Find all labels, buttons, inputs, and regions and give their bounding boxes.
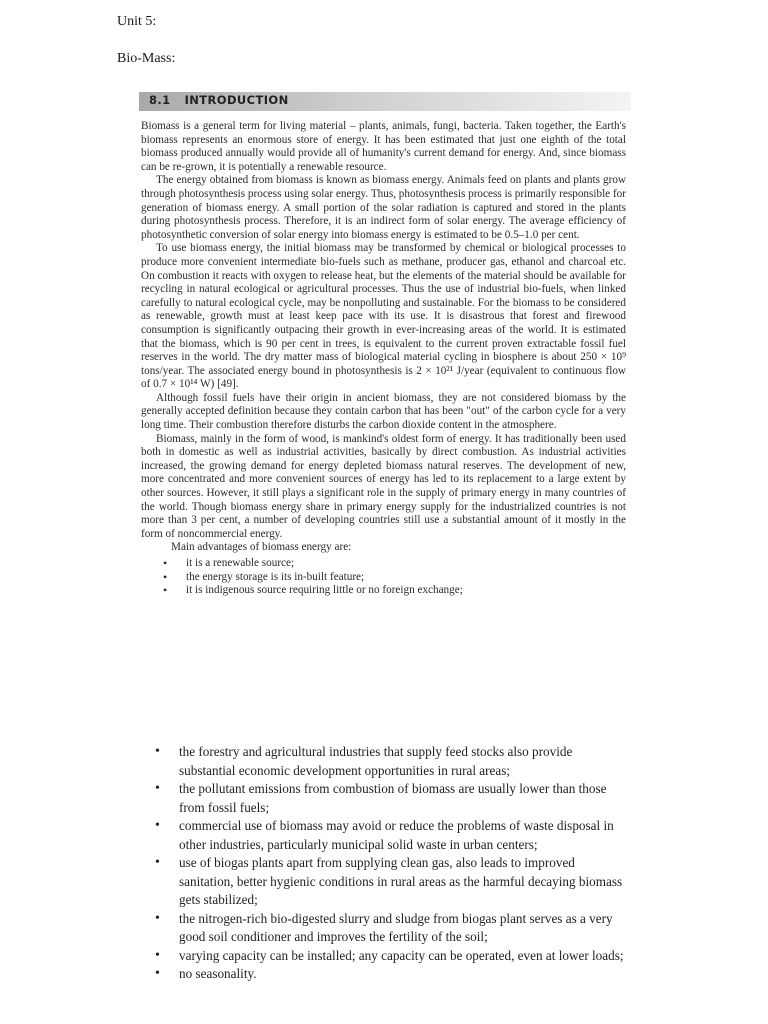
section-header-bar [139, 92, 631, 111]
list-item: • it is a renewable source; [163, 557, 626, 571]
subject-heading: Bio-Mass: [117, 51, 176, 66]
paragraph: To use biomass energy, the initial biomass may be transformed by chemical or biological processes to produce more convenient intermediate bio-fuels such as methane, producer gas, ethanol and charcoal etc. On combustion it reacts with oxygen to release heat, but the elements of the material should be available for recycling in natural ecological or agricultural processes. Thus the use of industrial bio-fuels, when linked carefully to natural ecological cycle, may be nonpolluting and sustainable. For the biomass to be considered as renewable, growth must at least keep pace with its use. It is disastrous that forest and firewood consumption is significantly outpacing their growth in ever-increasing areas of the world. It is estimated that the biomass, which is 90 per cent in trees, is equivalent to the current proven extractable fossil fuel reserves in the world. The dry matter mass of biological material cycling in biosphere is about 250 × 10⁹ tons/year. The associated energy bound in photosynthesis is 2 × 10²¹ J/year (equivalent to continuous flow of 0.7 × 10¹⁴ W) [49]. [141, 242, 626, 391]
list-item: • the energy storage is its in-built feature; [163, 571, 626, 585]
list-item: • no seasonality. [155, 965, 627, 984]
paragraph: Biomass is a general term for living material – plants, animals, fungi, bacteria. Taken together, the Earth's biomass represents an enormous store of energy. It has been estimated that just one eighth of the total biomass produced annually would provide all of humanity's current demand for energy. And, since biomass can be re-grown, it is potentially a renewable resource. [141, 120, 626, 173]
list-item: • the forestry and agricultural industries that supply feed stocks also provide substantial economic development opportunities in rural areas; [155, 743, 627, 780]
advantages-list-small [141, 557, 626, 598]
section-title [149, 93, 303, 107]
list-item: • use of biogas plants apart from supplying clean gas, also leads to improved sanitation, better hygienic conditions in rural areas as the harmful decaying biomass gets stabilized; [155, 854, 627, 910]
list-item: • the pollutant emissions from combustion of biomass are usually lower than those from fossil fuels; [155, 780, 627, 817]
section-title-text: INTRODUCTION [184, 93, 289, 107]
document-body [141, 120, 626, 598]
list-item: • varying capacity can be installed; any capacity can be operated, even at lower loads; [155, 947, 627, 966]
advantages-list-large [155, 743, 627, 984]
list-item: • the nitrogen-rich bio-digested slurry and sludge from biogas plant serves as a very good soil conditioner and improves the fertility of the soil; [155, 910, 627, 947]
paragraph: Although fossil fuels have their origin in ancient biomass, they are not considered biomass by the generally accepted definition because they contain carbon that has been "out" of the carbon cycle for a very long time. Their combustion therefore disturbs the carbon dioxide content in the atmosphere. [141, 391, 626, 432]
advantages-intro: Main advantages of biomass energy are: [171, 541, 352, 554]
list-item: • it is indigenous source requiring little or no foreign exchange; [163, 584, 626, 598]
paragraph: Biomass, mainly in the form of wood, is mankind's oldest form of energy. It has traditionally been used both in domestic as well as industrial activities, basically by direct combustion. As industrial activities increased, the growing demand for energy depleted biomass natural reserves. The development of new, more concentrated and more convenient sources of energy has led to its replacement to a large extent by other sources. However, it still plays a significant role in the supply of primary energy in many countries of the world. Though biomass energy share in primary energy supply for the industrialized countries is not more than 3 per cent, a number of developing countries still use a substantial amount of it mostly in the form of noncommercial energy. [141, 432, 626, 540]
list-item: • commercial use of biomass may avoid or reduce the problems of waste disposal in other industries, particularly municipal solid waste in urban centers; [155, 817, 627, 854]
unit-heading: Unit 5: [117, 14, 157, 29]
paragraph: The energy obtained from biomass is known as biomass energy. Animals feed on plants and plants grow through photosynthesis process using solar energy. Thus, photosynthesis process is primarily responsible for generation of biomass energy. A small portion of the solar radiation is captured and stored in the plants during photosynthesis process. Therefore, it is an indirect form of solar energy. The average efficiency of photosynthetic conversion of solar energy into biomass energy is estimated to be 0.5–1.0 per cent. [141, 174, 626, 241]
section-number: 8.1 [149, 93, 171, 107]
